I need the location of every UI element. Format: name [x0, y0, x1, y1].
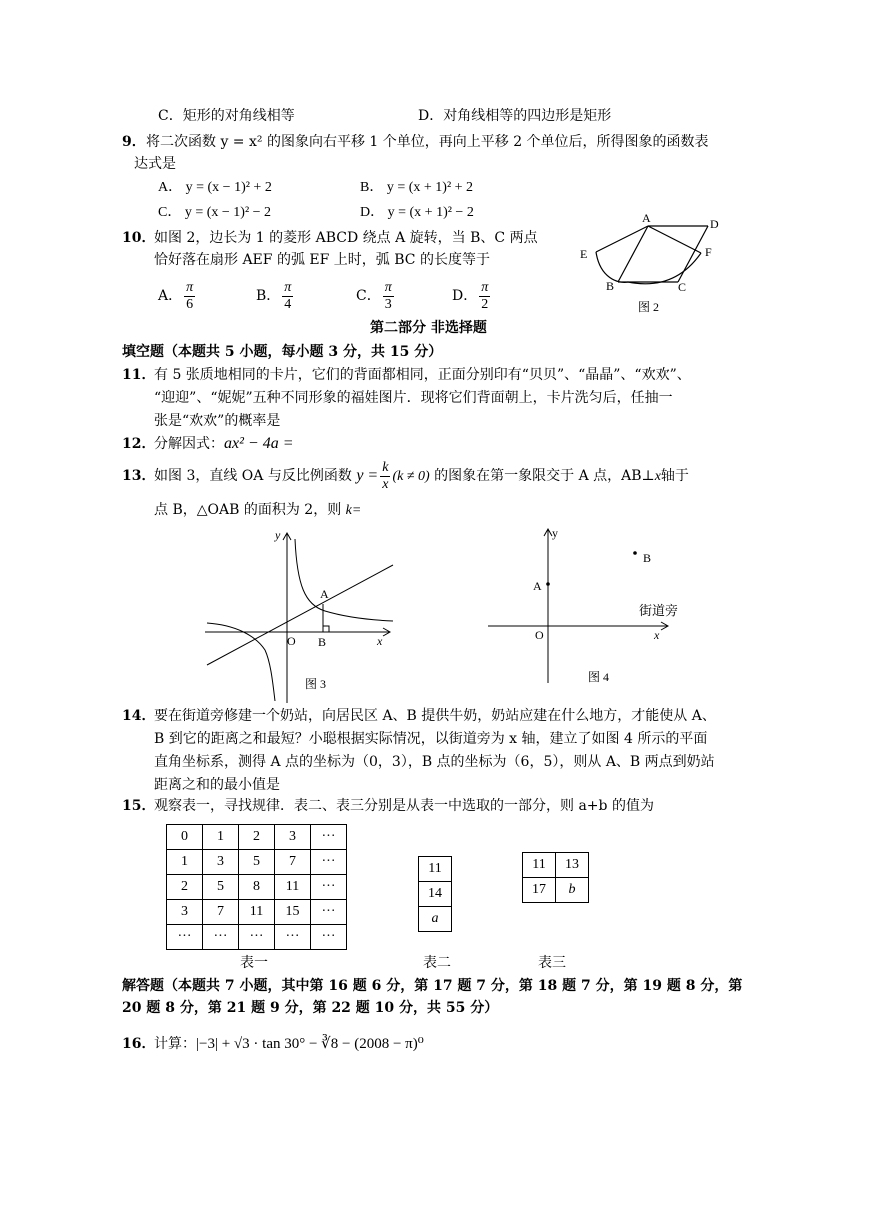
- table-cell: 0: [167, 825, 203, 850]
- q16-number: 16．: [122, 1036, 156, 1052]
- table-cell: ···: [239, 925, 275, 950]
- answer-section-header-line1: 解答题（本题共 7 小题，其中第 16 题 6 分，第 17 题 7 分，第 18 题 7 分，第 19 题 8 分，第: [122, 978, 743, 994]
- q13-line1: 如图 3，直线 OA 与反比例函数 y = $\frac{k}{x}$ (k ≠ 0) 的图象在第一象限交于 A 点，AB⊥x轴于: [154, 459, 689, 492]
- fig3-origin-label: O: [287, 634, 296, 648]
- table-cell: 7: [203, 900, 239, 925]
- table-cell: 17: [523, 878, 556, 903]
- q14-line2: B 到它的距离之和最短？小聪根据实际情况，以街道旁为 x 轴，建立了如图 4 所示的平面: [154, 731, 708, 747]
- q12-text: 分解因式：ax² − 4a =: [154, 435, 294, 452]
- q13-number: 13．: [122, 468, 156, 484]
- figure-2-rhombus-sector: [570, 208, 730, 320]
- q9-stem-line2: 达式是: [134, 156, 176, 172]
- table-cell: ···: [311, 900, 347, 925]
- q10-stem-line2: 恰好落在扇形 AEF 的弧 EF 上时，弧 BC 的长度等于: [154, 252, 490, 268]
- q13-line2: 点 B，△OAB 的面积为 2，则 k=: [154, 502, 362, 518]
- fig2-caption: 图 2: [638, 300, 660, 314]
- table-cell: 3: [167, 900, 203, 925]
- table-row: [419, 907, 452, 932]
- table-cell: ···: [203, 925, 239, 950]
- q9-stem-line1: 将二次函数 y = x² 的图象向右平移 1 个单位，再向上平移 2 个单位后，所得图象的函数表: [146, 134, 709, 150]
- fig4-label-b: B: [643, 551, 652, 565]
- table-row: [523, 853, 589, 878]
- table-2-caption: 表二: [423, 955, 451, 971]
- q11-line2: “迎迎”、“妮妮”五种不同形象的福娃图片．现将它们背面朝上，卡片洗匀后，任抽一: [154, 390, 673, 406]
- q12-number: 12．: [122, 436, 156, 452]
- table-cell: 14: [419, 882, 452, 907]
- table-3: [522, 852, 589, 903]
- fig4-point-a: [546, 582, 550, 586]
- table-row: [419, 882, 452, 907]
- q15-number: 15．: [122, 798, 156, 814]
- table-row: [419, 857, 452, 882]
- table-2: [418, 856, 452, 932]
- fill-in-section-header: 填空题（本题共 5 小题，每小题 3 分，共 15 分）: [122, 344, 443, 360]
- q10-option-b: B． $\frac{\pi}{4}$: [256, 279, 292, 312]
- q9-option-c: C． y = (x − 1)² − 2: [158, 205, 272, 220]
- figure-4-coordinates: [488, 525, 678, 690]
- table-cell: b: [556, 878, 589, 903]
- q10-option-c: C． $\frac{\pi}{3}$: [356, 279, 392, 312]
- table-cell: ···: [311, 850, 347, 875]
- table-cell: 15: [275, 900, 311, 925]
- q10-option-d: D． $\frac{\pi}{2}$: [452, 279, 489, 312]
- fig2-label-c: C: [678, 280, 687, 294]
- fig4-x-label: x: [654, 628, 660, 642]
- table-row: [167, 875, 347, 900]
- table-cell: 11: [419, 857, 452, 882]
- fig2-label-d: D: [710, 217, 719, 231]
- q9-option-b: B． y = (x + 1)² + 2: [360, 180, 474, 195]
- fig2-label-a: A: [642, 211, 651, 225]
- q9-option-a: A． y = (x − 1)² + 2: [158, 180, 272, 195]
- table-1: [166, 824, 347, 950]
- q11-number: 11．: [122, 367, 156, 383]
- fig2-label-b: B: [606, 279, 615, 293]
- table-cell: 3: [203, 850, 239, 875]
- q14-line1: 要在街道旁修建一个奶站，向居民区 A、B 提供牛奶，奶站应建在什么地方，才能使从 A、: [154, 708, 716, 724]
- table-cell: ···: [311, 825, 347, 850]
- q14-line3: 直角坐标系，测得 A 点的坐标为（0，3），B 点的坐标为（6，5），则从 A、B 两点到奶站: [154, 754, 715, 770]
- table-cell: 1: [203, 825, 239, 850]
- q15-text: 观察表一，寻找规律．表二、表三分别是从表一中选取的一部分，则 a+b 的值为: [154, 798, 654, 814]
- table-cell: 1: [167, 850, 203, 875]
- figure-3-hyperbola: [205, 525, 405, 705]
- fig2-label-e: E: [580, 247, 588, 261]
- table-cell: ···: [311, 875, 347, 900]
- table-row: [167, 900, 347, 925]
- table-cell: 5: [239, 850, 275, 875]
- answer-section-header-line2: 20 题 8 分，第 21 题 9 分，第 22 题 10 分，共 55 分）: [122, 1000, 499, 1016]
- q11-line3: 张是“欢欢”的概率是: [154, 413, 281, 429]
- fig2-label-f: F: [705, 245, 712, 259]
- fig4-y-label: y: [552, 526, 558, 540]
- table-cell: 7: [275, 850, 311, 875]
- q10-number: 10．: [122, 230, 156, 246]
- table-3-caption: 表三: [538, 955, 566, 971]
- fig3-y-label: y: [275, 528, 281, 542]
- fig3-label-b: B: [318, 635, 327, 649]
- table-cell: 11: [523, 853, 556, 878]
- table-row: [167, 825, 347, 850]
- fig4-caption: 图 4: [588, 670, 610, 684]
- fig3-caption: 图 3: [305, 677, 327, 691]
- fig4-point-b: [633, 551, 637, 555]
- table-cell: ···: [275, 925, 311, 950]
- fig4-origin-label: O: [535, 628, 544, 642]
- table-1-caption: 表一: [240, 955, 268, 971]
- fig4-label-a: A: [533, 579, 542, 593]
- q16-text: 计算：|−3| + √3 · tan 30° − ∛8 − (2008 − π)⁰: [154, 1036, 424, 1052]
- q8-option-d: D．对角线相等的四边形是矩形: [418, 108, 612, 124]
- q10-option-a: A． $\frac{\pi}{6}$: [158, 279, 194, 312]
- fig3-label-a: A: [320, 587, 329, 601]
- fig4-street-label: 街道旁: [639, 603, 678, 618]
- q11-line1: 有 5 张质地相同的卡片，它们的背面都相同，正面分别印有“贝贝”、“晶晶”、“欢欢”、: [154, 367, 691, 383]
- table-cell: 2: [167, 875, 203, 900]
- part2-title: 第二部分 非选择题: [370, 320, 487, 336]
- table-cell: 11: [239, 900, 275, 925]
- table-row: [523, 878, 589, 903]
- table-cell: 2: [239, 825, 275, 850]
- q14-number: 14．: [122, 708, 156, 724]
- table-row: [167, 850, 347, 875]
- table-cell: 3: [275, 825, 311, 850]
- q9-option-d: D． y = (x + 1)² − 2: [360, 205, 474, 220]
- table-cell: 11: [275, 875, 311, 900]
- table-cell: 8: [239, 875, 275, 900]
- q9-number: 9．: [122, 134, 146, 150]
- q14-line4: 距离之和的最小值是: [154, 777, 280, 793]
- q8-option-c: C．矩形的对角线相等: [158, 108, 295, 124]
- table-cell: ···: [167, 925, 203, 950]
- table-cell: ···: [311, 925, 347, 950]
- table-cell: 13: [556, 853, 589, 878]
- fig3-x-label: x: [377, 634, 383, 648]
- q10-stem-line1: 如图 2，边长为 1 的菱形 ABCD 绕点 A 旋转，当 B、C 两点: [154, 230, 538, 246]
- table-cell: 5: [203, 875, 239, 900]
- table-row: [167, 925, 347, 950]
- table-cell: a: [419, 907, 452, 932]
